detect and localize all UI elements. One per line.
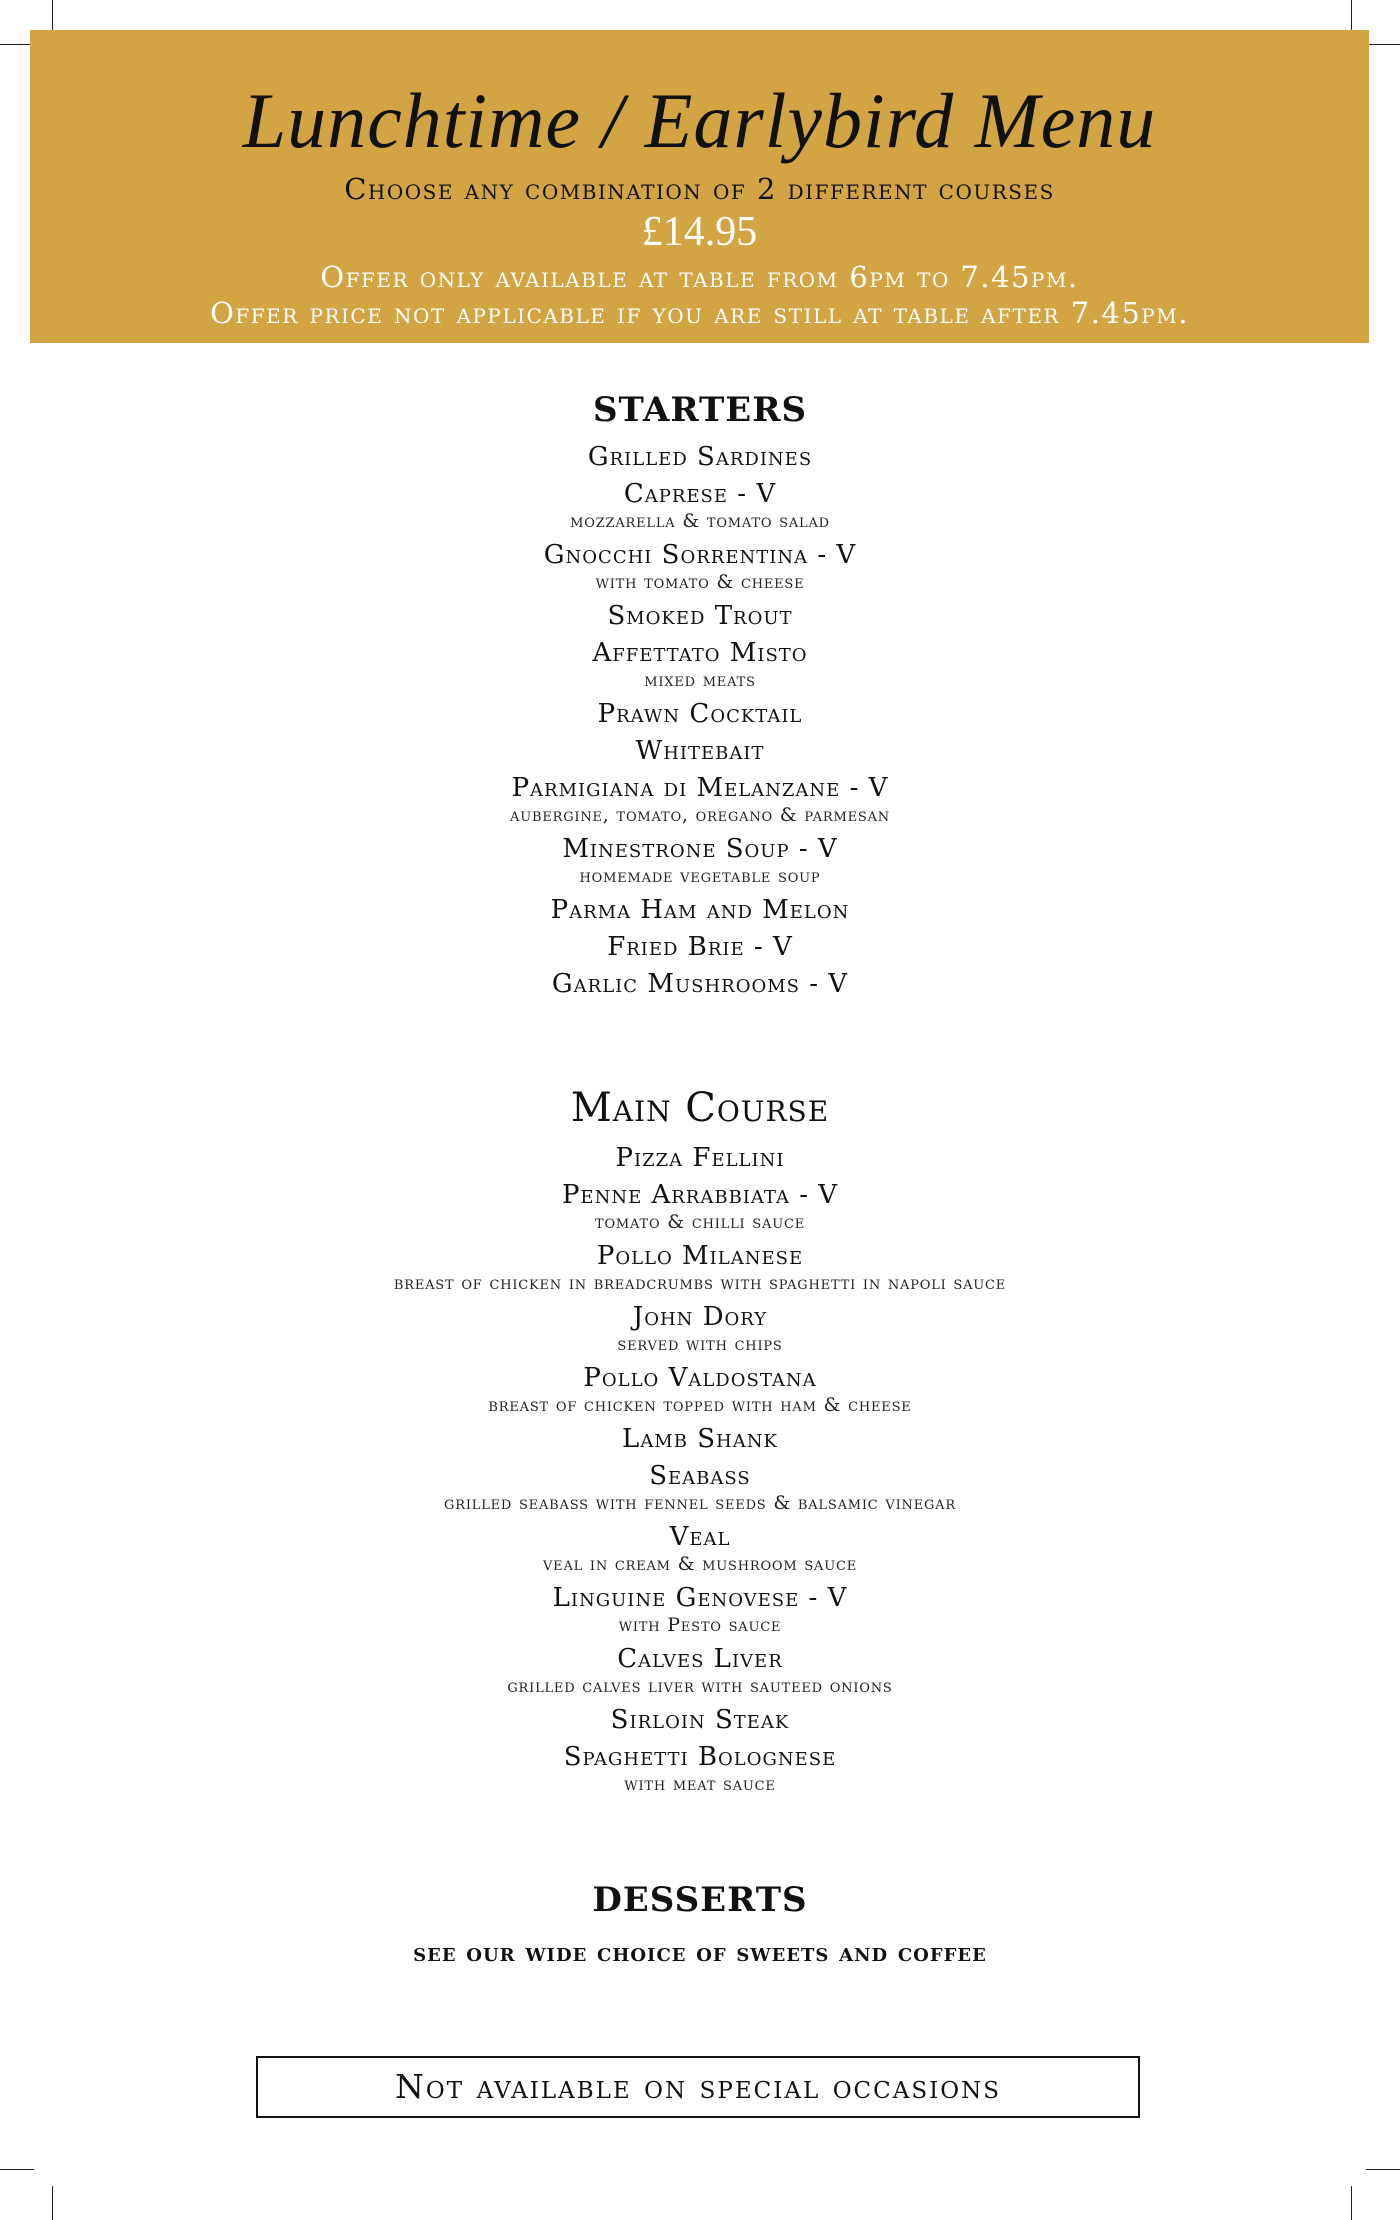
menu-item-name: Smoked Trout <box>607 601 793 631</box>
menu-subtitle: Choose any combination of 2 different courses <box>344 172 1055 206</box>
starters-section <box>0 390 1400 999</box>
crop-mark <box>1351 0 1352 34</box>
menu-item-name: Pizza Fellini <box>615 1143 785 1173</box>
crop-mark <box>1366 44 1400 45</box>
offer-line-2: Offer price not applicable if you are still at table after 7.45pm. <box>210 296 1189 330</box>
desserts-title: DESSERTS <box>592 1880 808 1920</box>
menu-item-name: Garlic Mushrooms - V <box>551 969 849 999</box>
menu-title: Lunchtime / Earlybird Menu <box>242 77 1157 164</box>
menu-item-description: tomato & chilli sauce <box>595 1211 805 1233</box>
menu-item-name: Lamb Shank <box>622 1424 778 1454</box>
menu-item-name: Pollo Milanese <box>596 1241 804 1271</box>
menu-item-description: mozzarella & tomato salad <box>570 510 830 532</box>
menu-item-name: Veal <box>669 1522 731 1552</box>
crop-mark <box>0 2169 34 2170</box>
menu-item-description: grilled seabass with fennel seeds & balsamic vinegar <box>444 1492 956 1514</box>
menu-item-name: Grilled Sardines <box>587 442 813 472</box>
menu-item-name: John Dory <box>632 1302 768 1332</box>
menu-item-name: Minestrone Soup - V <box>562 834 838 864</box>
menu-item-name: Prawn Cocktail <box>597 699 803 729</box>
menu-item-description: with meat sauce <box>624 1773 776 1795</box>
crop-mark <box>52 0 53 34</box>
desserts-section <box>0 1880 1400 1967</box>
menu-item-description: with tomato & cheese <box>595 571 805 593</box>
menu-price: £14.95 <box>641 209 758 255</box>
menu-item-name: Parmigiana di Melanzane - V <box>511 773 889 803</box>
offer-line-1: Offer only available at table from 6pm to 7.45pm. <box>320 260 1079 294</box>
menu-item-name: Caprese - V <box>623 479 777 509</box>
menu-item-name: Gnocchi Sorrentina - V <box>543 540 857 570</box>
menu-item-name: Whitebait <box>635 736 765 766</box>
menu-item-name: Calves Liver <box>617 1644 783 1674</box>
menu-item-description: served with chips <box>617 1333 783 1355</box>
menu-item-description: breast of chicken in breadcrumbs with spaghetti in napoli sauce <box>393 1272 1007 1294</box>
menu-item-description: grilled calves liver with sauteed onions <box>507 1675 893 1697</box>
main-course-title: Main Course <box>570 1085 830 1131</box>
menu-item-name: Sirloin Steak <box>610 1705 790 1735</box>
menu-item-description: veal in cream & mushroom sauce <box>542 1553 858 1575</box>
menu-item-description: aubergine, tomato, oregano & parmesan <box>510 804 890 826</box>
starters-title: STARTERS <box>592 390 808 430</box>
header-banner <box>30 30 1369 343</box>
menu-item-name: Penne Arrabbiata - V <box>561 1180 839 1210</box>
starters-list <box>0 442 1400 999</box>
menu-item-description: mixed meats <box>644 669 756 691</box>
menu-item-name: Fried Brie - V <box>607 932 793 962</box>
crop-mark <box>0 44 34 45</box>
special-occasions-notice: Not available on special occasions <box>256 2056 1140 2118</box>
menu-item-description: homemade vegetable soup <box>579 865 821 887</box>
menu-item-name: Pollo Valdostana <box>583 1363 817 1393</box>
main-course-list <box>0 1143 1400 1796</box>
menu-item-name: Spaghetti Bolognese <box>563 1742 837 1772</box>
menu-item-name: Linguine Genovese - V <box>552 1583 848 1613</box>
menu-item-name: Parma Ham and Melon <box>550 895 850 925</box>
menu-item-description: breast of chicken topped with ham & cheese <box>488 1394 912 1416</box>
menu-item-description: with Pesto sauce <box>618 1614 782 1636</box>
crop-mark <box>1351 2186 1352 2220</box>
menu-item-name: Affettato Misto <box>592 638 808 668</box>
main-course-section <box>0 1085 1400 1796</box>
crop-mark <box>1366 2169 1400 2170</box>
desserts-note: see our wide choice of sweets and coffee <box>413 1938 987 1967</box>
menu-item-name: Seabass <box>649 1461 751 1491</box>
crop-mark <box>52 2186 53 2220</box>
